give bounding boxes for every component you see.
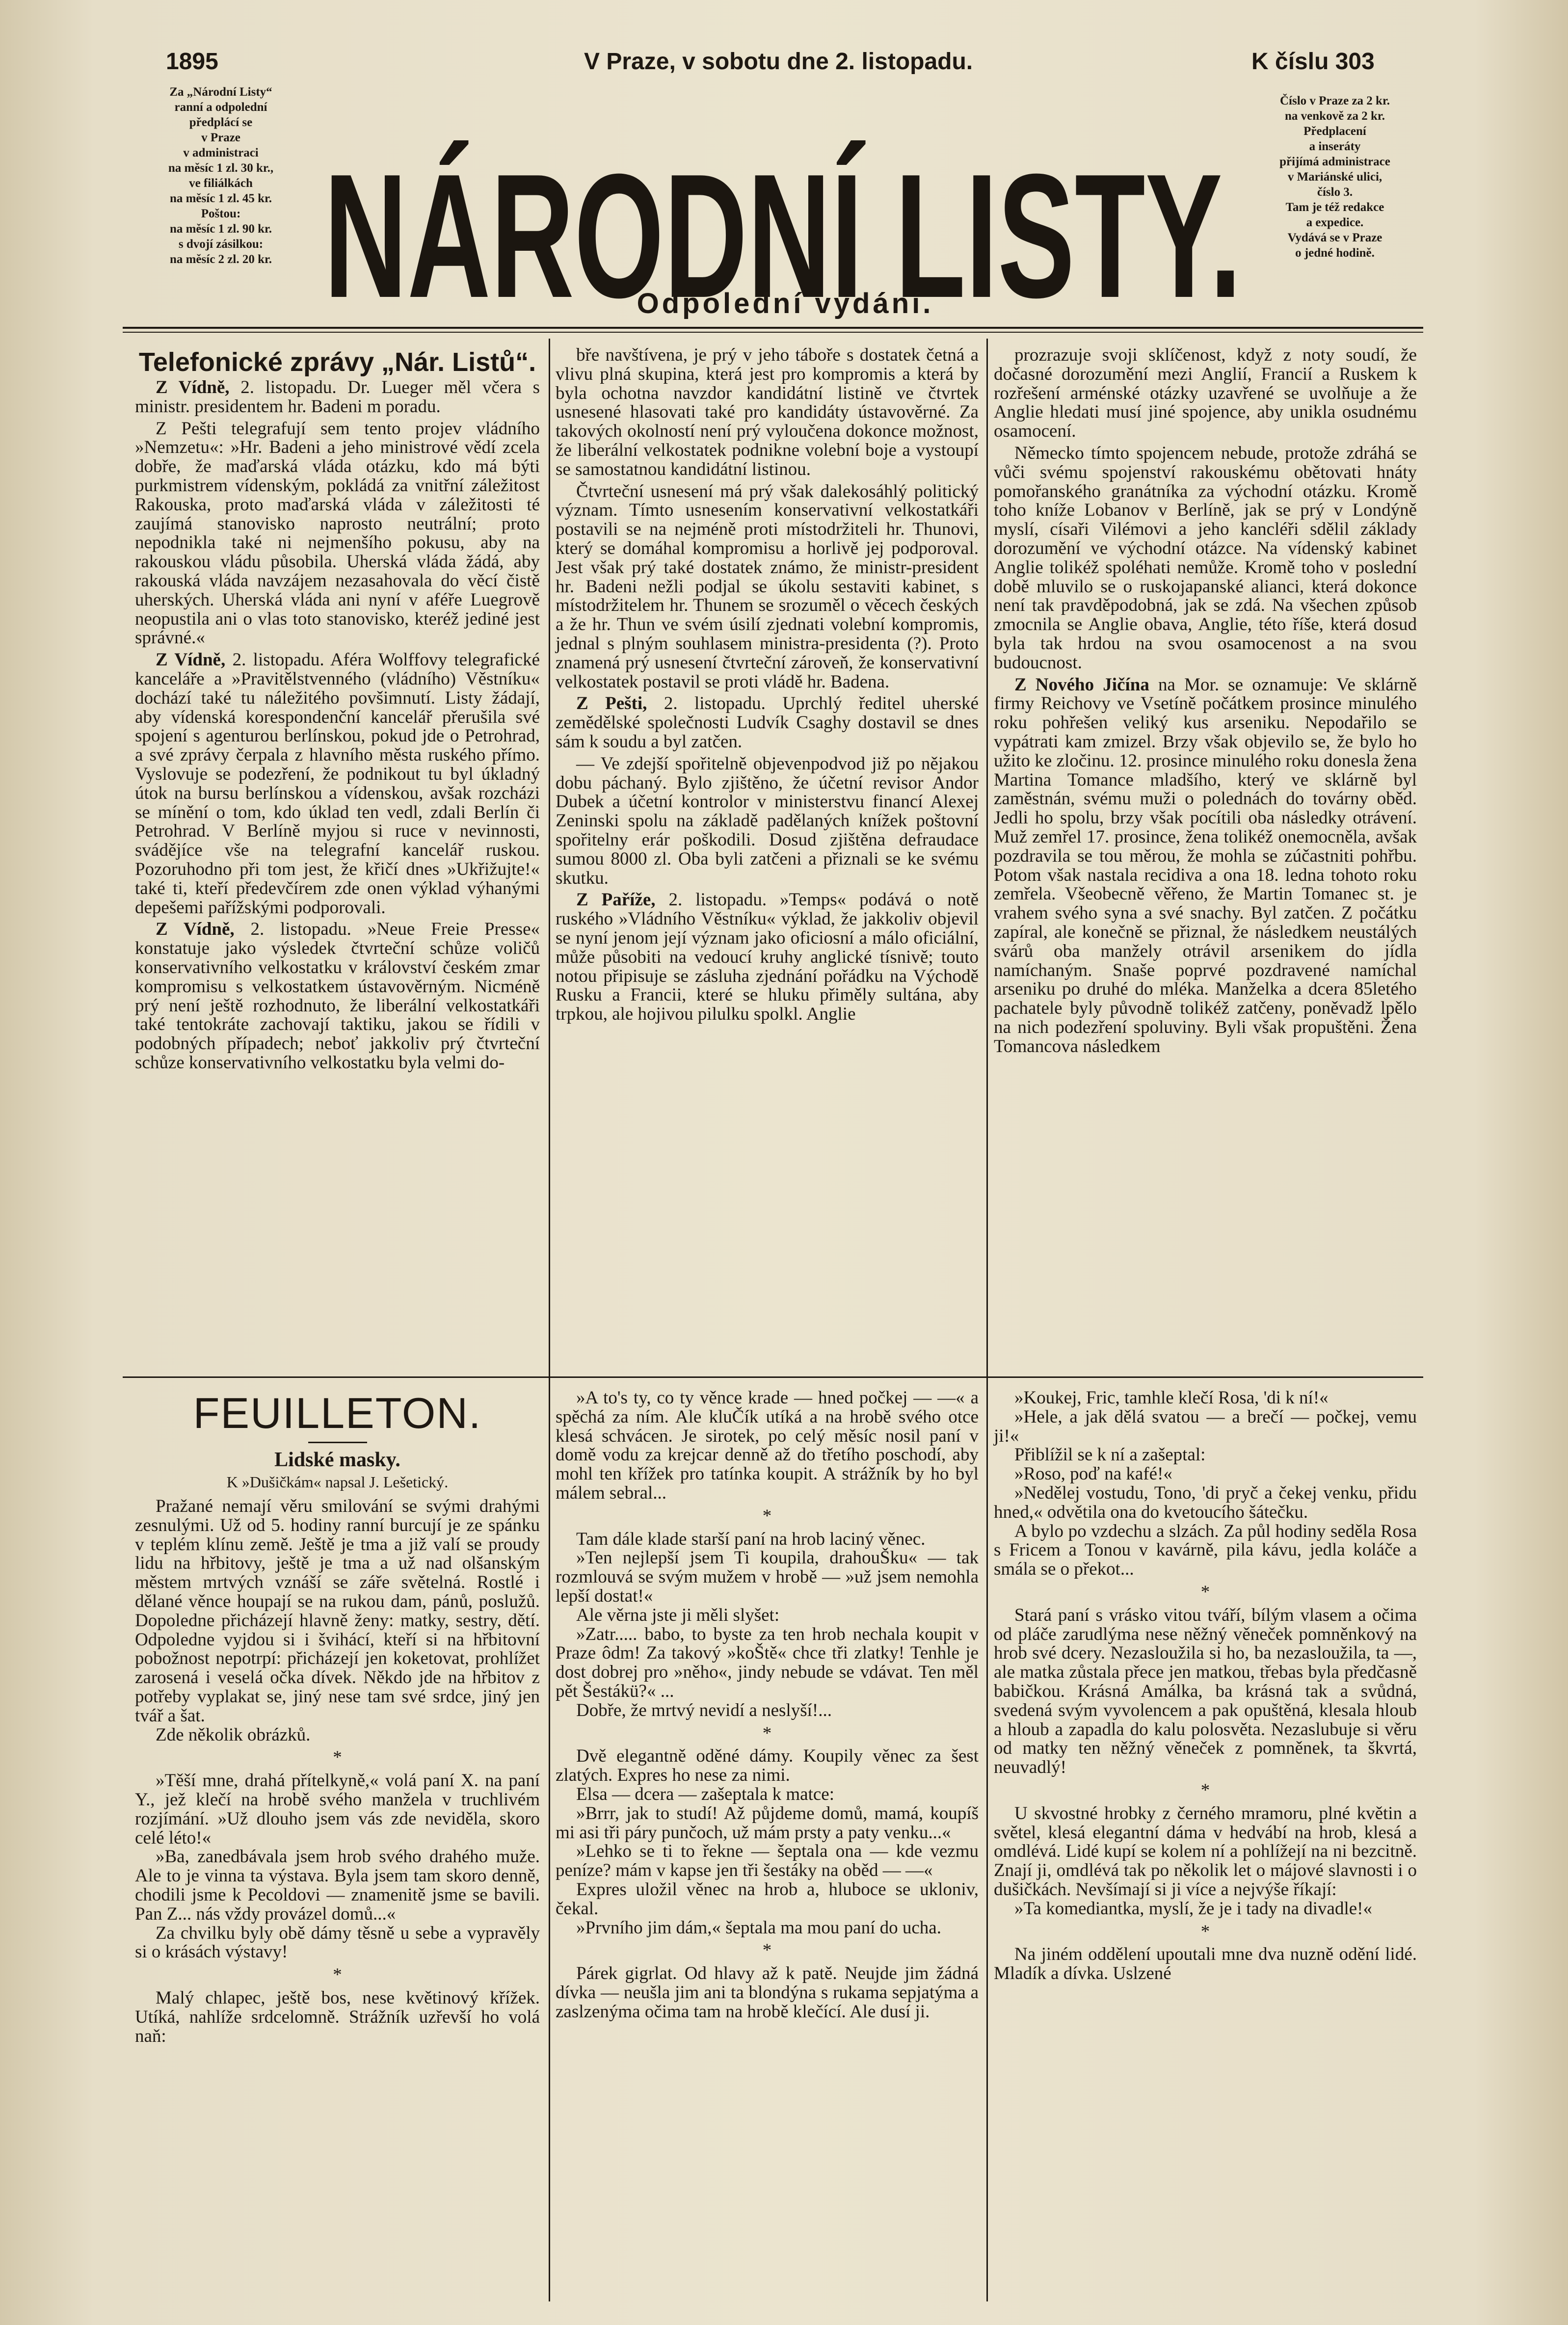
paragraph-text: 2. listopadu. Dr. Lueger měl včera s ministr. presidentem hr. Badeni m poradu. xyxy=(135,377,540,417)
feuilleton-text-1 xyxy=(135,1497,540,2046)
feuilleton-paragraph: »Ba, zanedbávala jsem hrob svého drahého muže. Ale to je vinna ta výstava. Byla jsem tam skoro denně, chodili jsme k Pecoldovi — znamenitě jsme se bavili. Pan Z... nás vždy provázel domů...« xyxy=(135,1847,540,1924)
feuilleton-column-1 xyxy=(135,1389,540,2046)
header-info-line: v Praze xyxy=(201,131,240,144)
header-info-line: ve filiálkách xyxy=(189,177,253,190)
feuilleton-paragraph: Dobře, že mrtvý nevidí a neslyší!... xyxy=(576,1700,832,1720)
header-info-line: Číslo v Praze za 2 kr. xyxy=(1279,94,1390,107)
header-info-line: a expedice. xyxy=(1306,216,1364,229)
issue-number: K číslu 303 xyxy=(1251,49,1375,75)
header-info-line: na měsíc 1 zl. 45 kr. xyxy=(169,192,272,205)
paragraph-text: 2. listopadu. »Neue Freie Presse« konstatuje jako výsledek čtvrteční schůze voličů konservativního velkostatku v království českém zmar kompromisu s velkostatkem ústavověrným. Nicméně prý není ještě rozhodnuto, že liberální velkostatkáři také tentokráte zachovají taktiku, jakou se řídili v podobných případech; neboť jakkoliv prý čtvrteční schůze konservativního velkostatku byla velmi do- xyxy=(135,919,540,1073)
paragraph-text: Německo tímto spojencem nebude, protože zdráhá se vůči svému spojenství rakouskému obětovati hnáty pomořanského granátníka za východní otázku. Kromě toho kníže Lobanov v Berlíně, jak se prý v Londýně myslí, císaři Vilémovi a jeho kancléři sdělil základy dorozumění ve východní otázce. Na vídenský kabinet Anglie tolikéž spoléhati nemůže. Kromě toho v poslední době mluvilo se o ruskojapanské alianci, která dokonce není tak pravděpodobná, jak se zdá. Na všechen způsob zmocnila se Anglie obava, Anglie, této říše, která dosud byla tak hrdou na svou osamocenost a na svou budoucnost. xyxy=(994,443,1417,673)
masthead-title: NÁRODNÍ LISTY. xyxy=(324,137,1242,304)
masthead xyxy=(317,103,1249,304)
feuilleton-paragraph: Stará paní s vrásko vitou tváří, bílým vlasem a očima od pláče zarudlýma nese něžný věneček pomněnkový na hrob své dcery. Nezasloužila si ho, ba nezasloužila, ta —, ale matka zůstala přece jen matkou, třebas byla předčasně babičkou. Krásná Amálka, ba krásná tak a svůdná, svedená svým vyvolencem a pak opuštěná, klesala hloub a hloub a zapadla do kalu polosvěta. Nezaslubuje si věru od matky ten něžný věneček z pomněnek, ta škvrtá, neuvadlý! xyxy=(994,1605,1417,1778)
dateline-place: Z Nového Jičína xyxy=(1014,674,1149,695)
header-info-line: Vydává se v Praze xyxy=(1287,231,1382,244)
section-separator: * xyxy=(1200,1780,1210,1800)
feuilleton-paragraph: A bylo po vzdechu a slzách. Za půl hodiny seděla Rosa s Fricem a Tonou v kavárně, pila kávu, jedla koláče a smála se o překot... xyxy=(994,1521,1417,1580)
header-info-line: v Mariánské ulici, xyxy=(1287,170,1382,184)
feuilleton-paragraph: »Nedělej vostudu, Tono, 'di pryč a čekej venku, přidu hned,« odvětila ona do kvetoucího šátečku. xyxy=(994,1482,1417,1522)
section-separator: * xyxy=(333,1965,342,1985)
column-1-text xyxy=(135,378,540,1073)
feuilleton-paragraph: Dvě elegantně oděné dámy. Koupily věnec za šest zlatých. Expres ho nese za nimi. xyxy=(556,1746,979,1786)
news-paragraph xyxy=(135,651,540,917)
feuilleton-paragraph: Pražané nemají věru smilování se svými drahými zesnulými. Už od 5. hodiny ranní burcují je ze spánku v teplém klínu země. Ještě je tma a již valí se proudy lidu na hřbitovy, ještě je tma a už nad olšanským městem mrtvých vznáší se záře světelná. Rostlé i dělané věnce houpají se na rukou dam, pánů, poslužů. Dopoledne přicházejí hlavně ženy: matky, sestry, dětí. Odpoledne vyjdou si i švihácí, kteří si na hřbitovní pobožnost nepotrpí: přicházejí jen koketovat, prohlížet zarosená i veselá očka dívek. Někdo jde na hřbitov z potřeby vyplakat se, jiný nese tam své srdce, jiný jen tvář a šat. xyxy=(135,1496,540,1726)
paragraph-text: bře navštívena, je prý v jeho táboře s dostatek četná a vlivu plná skupina, která jest pro kompromis a která by byla ochotna navzdor kandidátní listině ve čtvrtek usnesené hlasovati také pro kandidáty ústavověrné. Za takových okolností není prý vyloučena dokonce možnost, že liberální velkostatek podnikne volební boje a vystoupí se samostatnou kandidátní listinou. xyxy=(556,345,979,479)
header-info-line: Poštou: xyxy=(201,207,241,220)
header-info-line: na měsíc 1 zl. 90 kr. xyxy=(169,222,272,236)
paragraph-text: 2. listopadu. Aféra Wolffovy telegrafické kanceláře a »Pravitělstvenného (vládního) Věstníku« dochází také tu náležitého povšimnutí. Listy žádají, aby vídenská korespondenční kancelář přerušila své spojení s agenturou berlínskou, pokud jde o Petrohrad, a své zprávy čerpala z hlavního města ruského přímo. Vyslovuje se podezření, že podnikout tu byl úkladný útok na bursu berlínskou a vídenskou, avšak rozcházi se mínění o tom, kdo úklad ten vedl, zdali Berlín či Petrohrad. V Berlíně myjou si ruce v nevinnosti, svádějíce vše na telegrafní kancelář ruskou. Pozoruhodno při tom jest, že křičí dnes »Ukřižujte!« také ti, kteří předevčírem zde onen výklad výhanými depešemi pařížskými podporovali. xyxy=(135,650,540,918)
feuilleton-paragraph: »A to's ty, co ty věnce krade — hned počkej — —« a spěchá za ním. Ale kluČík utíká a na hrobě svého otce klesá schvácen. Je sirotek, po celý měsíc nosil paní v domě vodu za krejcar denně až do třetího poschodí, aby mohl ten křížek pro tatínka koupit. A strážník by ho byl málem sebral... xyxy=(556,1388,979,1503)
header-info-line: ranní a odpolední xyxy=(174,101,267,114)
news-paragraph xyxy=(135,920,540,1072)
header-info-line: předplácí se xyxy=(189,116,253,129)
column-1 xyxy=(135,346,540,1073)
header-info-line: na měsíc 1 zl. 30 kr., xyxy=(168,161,274,175)
feuilleton-paragraph: Tam dále klade starší paní na hrob laciný věnec. xyxy=(576,1529,926,1549)
feuilleton-heading-rule xyxy=(308,1442,367,1443)
header-info-line: Za „Národní Listy“ xyxy=(169,85,272,99)
header-info-line: číslo 3. xyxy=(1317,185,1353,199)
feuilleton-paragraph: »Hele, a jak dělá svatou — a brečí — počkej, vemu ji!« xyxy=(994,1406,1417,1446)
section-separator: * xyxy=(1200,1582,1210,1602)
header-info-line: na venkově za 2 kr. xyxy=(1285,109,1385,123)
header-rule xyxy=(123,327,1423,329)
section-heading: Telefonické zprávy „Nár. Listů“. xyxy=(138,347,536,377)
news-paragraph xyxy=(994,444,1417,673)
feuilleton-text-3 xyxy=(994,1389,1417,1983)
column-3-text xyxy=(994,346,1417,1056)
section-separator: * xyxy=(762,1723,772,1744)
news-paragraph xyxy=(556,755,979,888)
news-paragraph xyxy=(556,482,979,692)
feuilleton-paragraph: »Ten nejlepší jsem Ti koupila, drahouŠku« — tak rozmlouvá se svým mužem v hrobě — »už jsem nemohla lepší dostat!« xyxy=(556,1548,979,1606)
header-info-line: Předplacení xyxy=(1303,125,1366,138)
feuilleton-paragraph: »Roso, poď na kafé!« xyxy=(1014,1464,1172,1484)
column-2 xyxy=(556,346,979,1024)
column-rule-1 xyxy=(549,339,550,2301)
feuilleton-column-3 xyxy=(994,1389,1417,1983)
news-paragraph xyxy=(556,346,979,479)
paragraph-text: 2. listopadu. »Temps« podává o notě ruského »Vládního Věstníku« výklad, že jakkoliv objevil se nyní jenom její význam jako oficiosní a málo oficiální, může působiti na vedoucí kruhy anglické tísnivě; touto notou připisuje se zásluha zjednání pořádku na Východě Rusku a Francii, které se hluku přiměly sultána, aby trpkou, ale hojivou pilulku spolkl. Anglie xyxy=(556,890,979,1025)
year: 1895 xyxy=(166,49,218,75)
header-info-line: a inseráty xyxy=(1309,140,1361,153)
paragraph-text: Čtvrteční usnesení má prý však dalekosáhlý politický význam. Tímto usnesením konservativní velkostatkáři postavili se na nejméně proti místodržiteli hr. Thunovi, který se domáhal kompromisu a horlivě jej podporoval. Jest však prý také dostatek známo, že ministr-president hr. Badeni nežli podjal se úkolu sestaviti kabinet, s místodržitelem hr. Thunem se srozuměl o věcech českých a že hr. Thun ve svém úsilí zjednati volební kompromis, jednal s plným souhlasem ministra-presidenta (?). Proto znamená prý usnesení čtvrteční zároveň, že konservativní velkostatek postavil se proti vládě hr. Badena. xyxy=(556,481,979,692)
feuilleton-paragraph: Za chvilku byly obě dámy těsně u sebe a vypravěly si o krásách výstavy! xyxy=(135,1923,540,1962)
section-separator: * xyxy=(762,1506,772,1526)
feuilleton-rule xyxy=(123,1376,1423,1378)
news-paragraph xyxy=(135,378,540,417)
feuilleton-paragraph: Elsa — dcera — zašeptala k matce: xyxy=(576,1784,834,1804)
section-separator: * xyxy=(762,1940,772,1961)
dateline-place: Z Vídně, xyxy=(156,919,235,940)
feuilleton-paragraph: Na jiném oddělení upoutali mne dva nuzně odění lidé. Mladík a dívka. Uslzené xyxy=(994,1944,1417,1984)
news-paragraph xyxy=(556,694,979,751)
feuilleton-paragraph: Zde několik obrázků. xyxy=(156,1724,311,1745)
feuilleton-paragraph: »Koukej, Fric, tamhle klečí Rosa, 'di k ní!« xyxy=(1014,1388,1329,1408)
header-info-line: přijímá administrace xyxy=(1279,155,1390,168)
paragraph-text: — Ve zdejší spořitelně objevenpodvod již po nějakou dobu páchaný. Bylo zjištěno, že účetní revisor Andor Dubek a účetní kontrolor v ministerstvu financí Alexej Zeninski spolu na základě padělaných knížek poštovní spořitelny erár poškodili. Dosud zjištěna defraudace sumou 8000 zl. Oba byli zatčeni a přiznali se ke svému skutku. xyxy=(556,753,979,888)
feuilleton-paragraph: Malý chlapec, ještě bos, nese květinový křížek. Utíká, nahlíže srdcelomně. Strážník uzřevší ho volá naň: xyxy=(135,1987,540,2046)
feuilleton-paragraph: Expres uložil věnec na hrob a, hluboce se ukloniv, čekal. xyxy=(556,1879,979,1919)
feuilleton-paragraph: »Ta komediantka, myslí, že je i tady na divadle!« xyxy=(1014,1898,1372,1919)
feuilleton-column-2 xyxy=(556,1389,979,2022)
news-paragraph xyxy=(135,420,540,648)
header-info-line: v administraci xyxy=(183,146,259,159)
dateline-place: Z Paříže, xyxy=(576,890,656,910)
column-2-text xyxy=(556,346,979,1024)
column-3 xyxy=(994,346,1417,1056)
section-separator: * xyxy=(1200,1921,1210,1942)
dateline: V Praze, v sobotu dne 2. listopadu. xyxy=(584,49,973,75)
feuilleton-byline: K »Dušičkám« napsal J. Lešetický. xyxy=(226,1473,449,1491)
paragraph-text: prozrazuje svoji sklíčenost, když z noty soudí, že dočasné dorozumění mezi Anglií, Francií a Ruskem k rozřešení arménské otázky uzavřené se uvolňuje a že Anglie hledati musí jiné spojence, aby unikla osudnému osamocení. xyxy=(994,345,1417,442)
header-info-line: na měsíc 2 zl. 20 kr. xyxy=(169,253,272,266)
feuilleton-text-2 xyxy=(556,1389,979,2022)
header-rule-thin xyxy=(123,332,1423,333)
feuilleton-paragraph: Párek gigrlat. Od hlavy až k patě. Neujde jim žádná dívka — neušla jim ani ta blondýna s rukama sepjatýma a zaslzenýma očima tam na hrobě klečící. Ale dusí ji. xyxy=(556,1963,979,2022)
header-info-line: s dvojí zásilkou: xyxy=(178,238,264,251)
news-paragraph xyxy=(556,891,979,1024)
edition-subtitle: Odpolední vydání. xyxy=(637,288,934,319)
subscription-info xyxy=(130,84,312,267)
feuilleton-paragraph: Přiblížil se k ní a zašeptal: xyxy=(1014,1445,1206,1465)
paragraph-text: Z Pešti telegrafují sem tento projev vládního »Nemzetu«: »Hr. Badeni a jeho ministrové vědí zcela dobře, že maďarská vláda otázku, kdo má býti purkmistrem vídenským, pokládá za vnitřní záležitost Rakouska, proto maďarská vláda v záležitosti té zaujímá stanovisko naprosto neutrální; proto nepodnikla také ni nejmenšího pokusu, aby na rakouskou vládu působila. Uherská vláda žádá, aby rakouská vláda navzájem nezasahovala do věcí čistě uherských. Uherská vláda ani nyní v aféře Luegrově neopustila ani o vlas toto stanovisko, kteréž jediné jest správné.« xyxy=(135,418,540,648)
feuilleton-paragraph: Ale věrna jste ji měli slyšet: xyxy=(576,1605,780,1625)
header-info-line: o jedné hodině. xyxy=(1295,246,1375,260)
sales-info xyxy=(1254,93,1416,261)
paragraph-text: 2. listopadu. Uprchlý ředitel uherské zemědělské společnosti Ludvík Csaghy dostavil se dnes sám k soudu a byl zatčen. xyxy=(556,693,979,752)
feuilleton-title: Lidské masky. xyxy=(274,1449,400,1471)
news-paragraph xyxy=(994,676,1417,1057)
feuilleton-paragraph: »Lehko se ti to řekne — šeptala ona — kde vezmu peníze? mám v kapse jen tři šestáky na oběd — —« xyxy=(556,1841,979,1881)
header-info-line: Tam je též redakce xyxy=(1285,201,1384,214)
feuilleton-paragraph: »Těší mne, drahá přítelkyně,« volá paní X. na paní Y., jež klečí na hrobě svého manžela v truchlivém rozjímání. »Už dlouho jsem vás zde neviděla, skoro celé léto!« xyxy=(135,1770,540,1848)
feuilleton-heading: FEUILLETON. xyxy=(193,1389,482,1437)
dateline-place: Z Vídně, xyxy=(156,377,230,397)
paragraph-text: na Mor. se oznamuje: Ve sklárně firmy Reichovy ve Vsetíně počátkem prosince minulého roku pohřešen veliký kus arseniku. Nepodařilo se vypátrati kam zmizel. Brzy však objevilo se, že bylo ho užito ke zločinu. 12. prosince minulého roku donesla žena Martina Tomance mladšího, který ve sklárně byl zaměstnán, svému muži o polednách do továrny oběd. Jedli ho spolu, brzy však pocítili oba následky otrávení. Muž zemřel 17. prosince, žena tolikéž onemocněla, avšak pozdravila se tou měrou, že mohla se zúčastniti pohřbu. Potom však nastala recidiva a ona 18. ledna tohoto roku zemřela. Všeobecně věřeno, že Martin Tomanec st. je vrahem svého syna a své snachy. Byl zatčen. Z počátku zapíral, ale konečně se přiznal, že následkem neustálých svárů oba manžely otrávil arsenikem do jídla namíchaným. Snaše poprvé pozdravené namíchal arseniku po druhé do mléka. Manželka a dcera 85letého pachatele byly původně tolikéž zatčeny, poněvadž lpělo na nich podezření spoluviny. Byli však propuštěni. Žena Tomancova následkem xyxy=(994,674,1417,1057)
dateline-place: Z Pešti, xyxy=(576,693,647,714)
news-paragraph xyxy=(994,346,1417,441)
feuilleton-paragraph: »Brrr, jak to studí! Až půjdeme domů, mamá, koupíš mi asi tři páry punčoch, už mám prsty a paty venku...« xyxy=(556,1803,979,1843)
dateline-place: Z Vídně, xyxy=(156,650,226,670)
section-separator: * xyxy=(333,1747,342,1768)
feuilleton-paragraph: »Prvního jim dám,« šeptala ma mou paní do ucha. xyxy=(576,1917,941,1938)
feuilleton-paragraph: »Zatr..... babo, to byste za ten hrob nechala koupit v Praze ôdm! Za takový »koŠtě« chce tři zlatky! Tenhle je dost dobrej pro »něho«, jindy nebude se vdávat. Ten měl pět Šestákü?« ... xyxy=(556,1624,979,1701)
column-rule-2 xyxy=(986,339,988,2301)
feuilleton-paragraph: U skvostné hrobky z černého mramoru, plné květin a světel, klesá elegantní dáma v hedvábí na hrob, klesá a omdlévá. Lidé kupí se kolem ní a pohlížejí na ni bezcitně. Znají ji, omdlévá tak po několik let o májové slavnosti i o dušičkách. Nevšímají si ji více a nejvýše říkají: xyxy=(994,1803,1417,1900)
